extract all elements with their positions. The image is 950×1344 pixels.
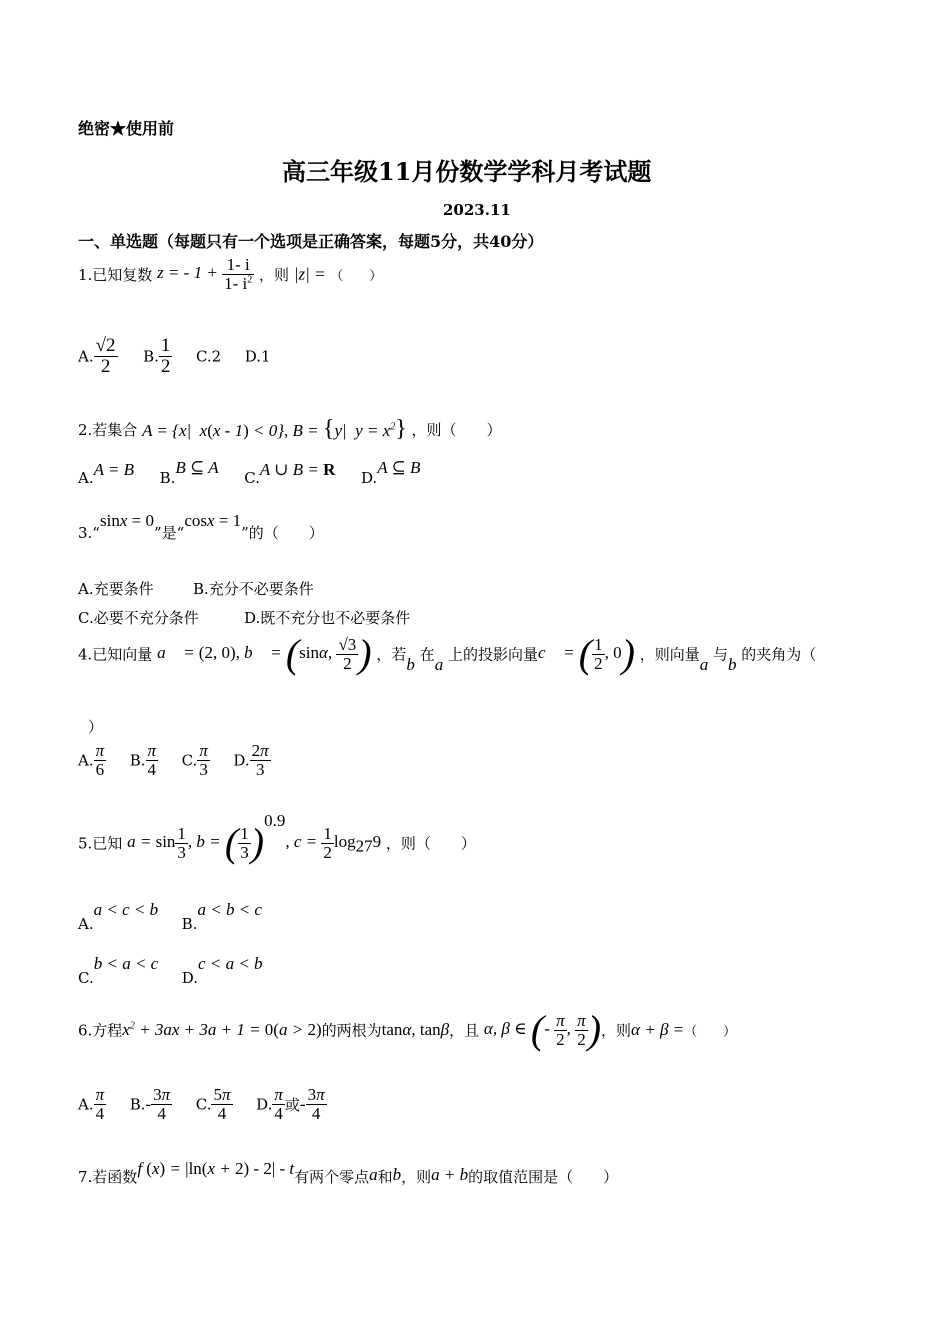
q3-mid: ”是“	[153, 524, 185, 542]
question-7: 7.若函数f (x) = |ln(x + 2) - 2| - t有两个零点a和b，则a + b的取值范围是（ ）	[78, 1159, 619, 1186]
q4-stem: 4.已知向量	[78, 645, 153, 664]
q4-yu: 与	[712, 645, 728, 664]
q2-stem: 2.若集合	[78, 421, 138, 439]
q6-options: A. $\frac{\pi}{4}$ B.- $\frac{3\pi}{4}$ C. $\frac{5\pi}{4}$ D. $\frac{\pi}{4}$ 或- $\frac{3\pi}{4}$	[78, 1085, 325, 1123]
q6-stem: 6.方程	[78, 1021, 123, 1040]
q2-option-c: C.	[244, 469, 260, 487]
q5-row-1: A.a < c < b B.a < b < c	[78, 900, 262, 933]
q5-option-b: B.	[181, 915, 198, 933]
q2-option-d: D.	[360, 469, 378, 487]
q4-option-d: D.	[233, 751, 250, 770]
q1-option-c: C.2	[195, 347, 222, 366]
q6-tail: ，则	[601, 1021, 632, 1040]
question-1	[78, 256, 382, 293]
q3-option-a: A.充要条件	[78, 580, 154, 598]
q6-or: 或	[284, 1095, 300, 1114]
q5-row-2: C.b < a < c D.c < a < b	[78, 954, 263, 987]
q4-options: A. $\frac{\pi}{6}$ B. $\frac{\pi}{4}$ C. $\frac{\pi}{3}$ D. $\frac{2\pi}{3}$	[78, 741, 269, 779]
q2-options: A.A = B B.B ⊆ A C.A ∪ B = R D.A ⊆ B	[78, 458, 421, 487]
q1-option-a: A.	[78, 347, 94, 366]
exam-date: 2023.11	[443, 201, 511, 219]
q6-blank: （ ）	[684, 1024, 737, 1040]
q4-close: ）	[88, 718, 104, 736]
q1-blank: （ ）	[330, 268, 383, 284]
q7-he: 和	[377, 1168, 393, 1186]
q2-option-b: B.	[159, 469, 176, 487]
q5-option-d: D.	[181, 969, 199, 987]
question-4: 4.已知向量 a⃗ = (2, 0), b⃗ = (sinα, $\frac{√3}{2}$ ) ，若b 在a 上的投影向量c⃗ = ( $\frac{1}{2}$ , 0) ，则向量a 与b 的夹角为（	[78, 631, 817, 676]
q6-option-d: D.	[256, 1095, 273, 1114]
q3-tail: ”的（ ）	[241, 524, 324, 542]
q4-option-c: C.	[181, 751, 198, 770]
q6-option-a: A.	[78, 1095, 94, 1114]
q1-option-b: B.	[143, 347, 159, 366]
q7-then: ，则	[401, 1168, 432, 1186]
q4-formula: a⃗ = (2, 0), b⃗ = (sinα, $\frac{√3}{2}$ )	[157, 631, 372, 676]
q4-ruo: ，若	[376, 645, 407, 664]
q5-stem: 5.已知	[78, 834, 123, 853]
q4-proj: 上的投影向量	[447, 645, 538, 664]
q1-abs-z: |z| =	[293, 264, 326, 284]
q7-zeros: 有两个零点	[294, 1168, 370, 1186]
q2-tail: ，则（ ）	[411, 421, 502, 439]
q6-roots: 的两根为	[321, 1021, 382, 1040]
q6-qie: ，且	[449, 1021, 480, 1040]
question-5	[78, 811, 476, 865]
q7-tail: 的取值范围是（ ）	[468, 1168, 619, 1186]
q2-option-a: A.	[78, 469, 94, 487]
q3-option-b: B.充分不必要条件	[193, 580, 314, 598]
q3-stem: 3.“	[78, 524, 100, 542]
question-2	[78, 416, 502, 443]
q5-option-c: C.	[78, 969, 94, 987]
confidential-label: 绝密★使用前	[78, 119, 175, 138]
q1-option-d: D.1	[244, 347, 271, 366]
q4-zai: 在	[419, 645, 435, 664]
q5-formula: a = sin $\frac{1}{3}$ , b = ( $\frac{1}{3}$ )$^{0.9}$, c = $\frac{1}{2}$ $\log_{27}9$	[127, 811, 382, 865]
q4-then: ，则向量	[639, 645, 700, 664]
q1-options: A. $\frac{√2}{2}$ B. $\frac{1}{2}$ C.2 D.1	[78, 335, 271, 377]
q3-option-c: C.必要不充分条件	[78, 609, 199, 627]
page-title: 高三年级11月份数学学科月考试题	[282, 157, 652, 186]
question-3: 3.“sinx = 0”是“cosx = 1”的（ ）	[78, 511, 324, 542]
question-6: 6.方程$x^2 + 3ax + 3a + 1 = 0(a > 2)$的两根为tanα, tanβ，且 α, β ∈ (- $\frac{\pi}{2}$ , $\frac{\pi}{2}$ )，则α + β =（ ）	[78, 1007, 737, 1052]
q5-option-a: A.	[78, 915, 94, 933]
q1-stem: 1.已知复数	[78, 265, 153, 284]
q4-tail: 的夹角为（	[741, 645, 817, 664]
section-heading: 一、单选题（每题只有一个选项是正确答案，每题5分，共40分）	[78, 232, 544, 251]
q4-option-a: A.	[78, 751, 94, 770]
q7-stem: 7.若函数	[78, 1168, 138, 1186]
q6-option-c: C.	[195, 1095, 212, 1114]
q5-tail: ，则（ ）	[385, 834, 476, 853]
q2-formula: A = {x| x(x - 1) < 0}, B = {y| $y = x^2$}	[142, 416, 407, 442]
q1-tail: ，则	[259, 265, 290, 284]
q4-option-b: B.	[129, 751, 146, 770]
q1-formula: z = - 1 + $\frac{1- i}{1- i^2}$	[157, 255, 253, 293]
q3-option-d: D.既不充分也不必要条件	[244, 609, 411, 627]
q6-option-b: B.	[129, 1095, 146, 1114]
